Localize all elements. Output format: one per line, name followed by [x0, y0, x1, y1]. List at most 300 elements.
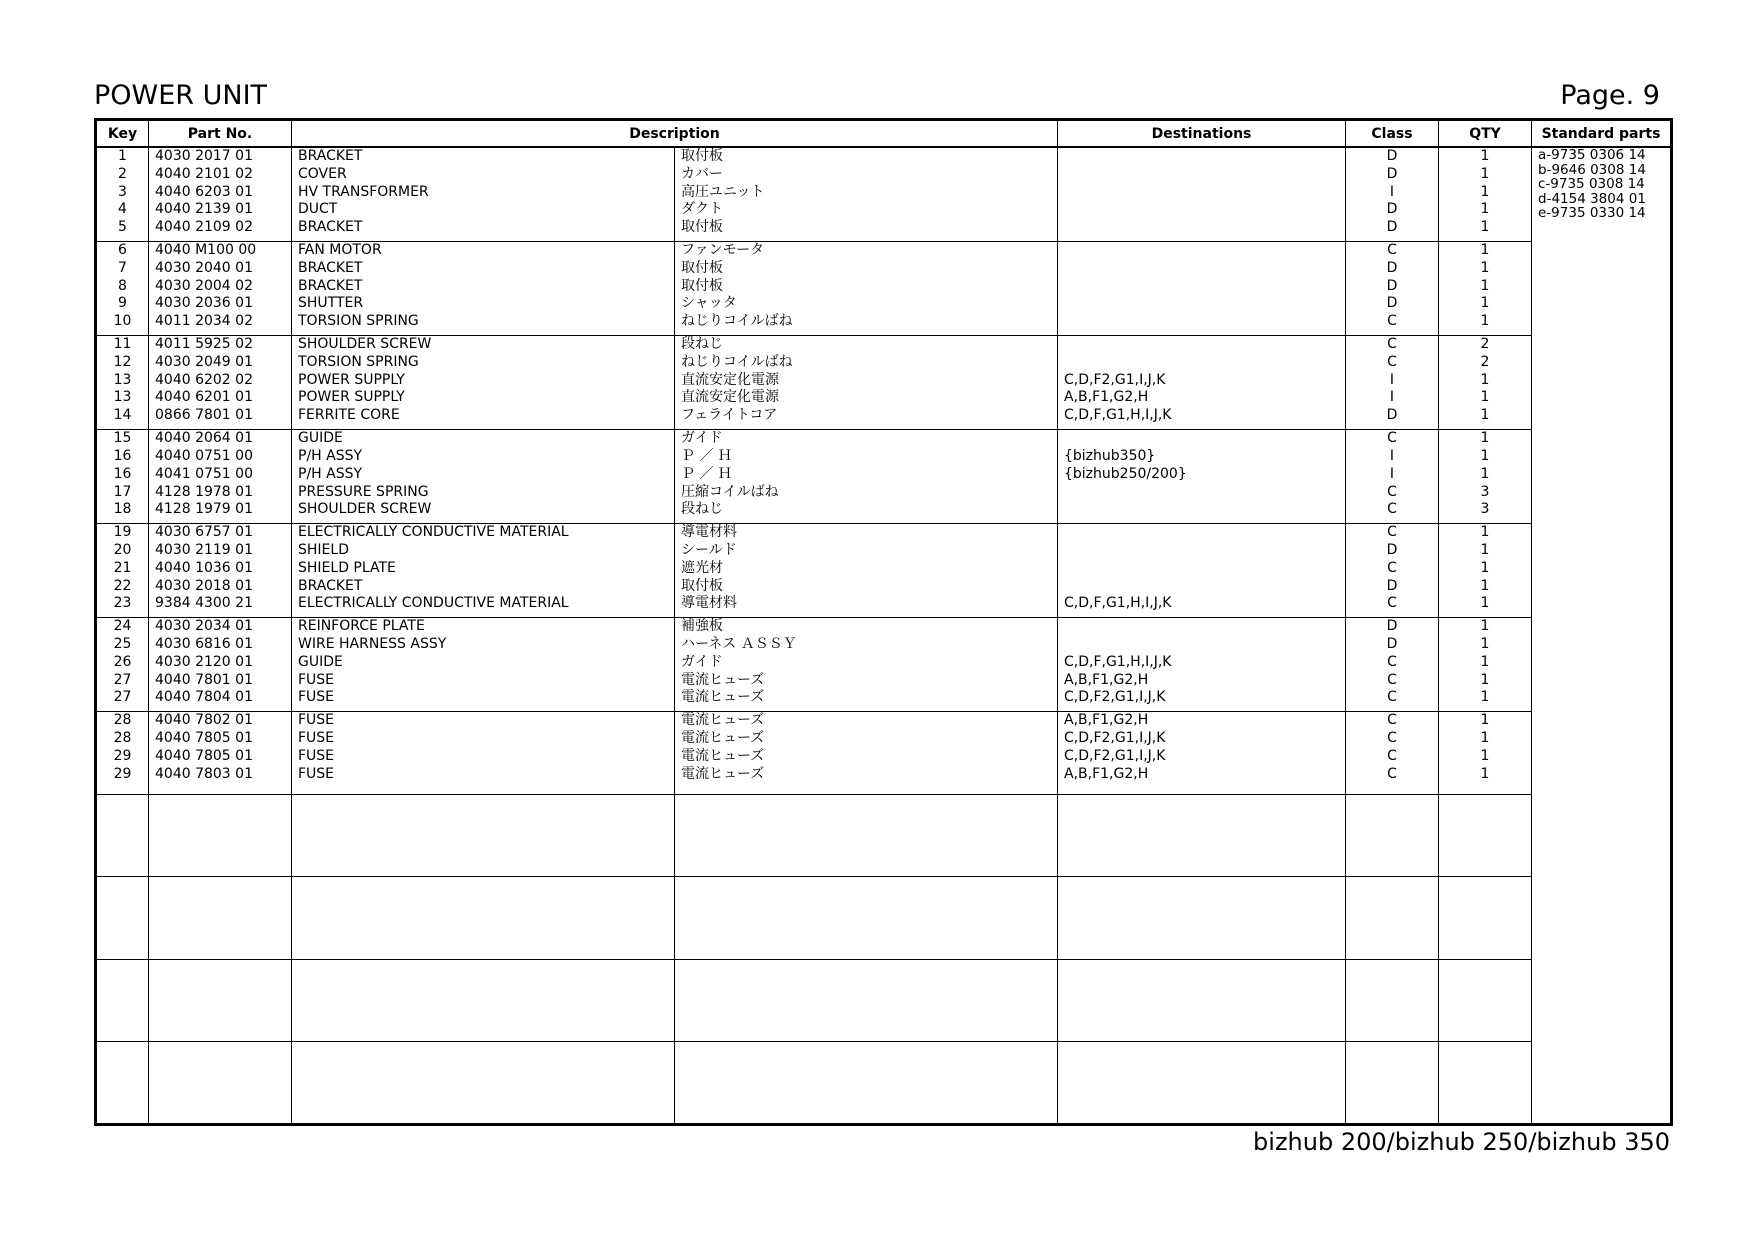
cell-class-value: D [1386, 577, 1398, 594]
cell-description-en-value: SHIELD [298, 541, 349, 558]
cell-description-jp-value: 直流安定化電源 [681, 371, 779, 388]
cell-part-no-value: 4030 6816 01 [155, 635, 253, 652]
cell-key-value: 28 [113, 712, 132, 729]
cell-qty-value: 2 [1480, 353, 1490, 370]
table-row-group [96, 336, 1672, 430]
cell-qty [1439, 430, 1532, 524]
cell-part-no-value: 4041 0751 00 [155, 465, 253, 482]
cell-key-value: 9 [118, 295, 127, 312]
cell-description-jp [675, 430, 1058, 524]
cell-class [1346, 794, 1439, 877]
cell-qty-value: 1 [1480, 277, 1490, 294]
cell-key-value: 5 [118, 219, 127, 236]
cell-qty-value: 1 [1480, 671, 1490, 688]
cell-qty-value: 1 [1480, 618, 1490, 635]
cell-class-value: D [1386, 148, 1398, 164]
cell-description-jp-value: 圧縮コイルばね [681, 483, 779, 500]
cell-class [1346, 959, 1439, 1042]
cell-class-value: C [1387, 430, 1397, 447]
cell-description-jp-value: Ｐ ／ Ｈ [681, 465, 732, 482]
cell-destinations-value [1058, 166, 1345, 184]
cell-destinations-value [1058, 430, 1345, 448]
cell-destinations-value [1058, 278, 1345, 296]
cell-description-en-value: TORSION SPRING [298, 353, 419, 370]
cell-destinations [1058, 524, 1346, 618]
cell-key-value: 2 [118, 165, 127, 182]
cell-class-value: I [1389, 183, 1395, 200]
cell-qty [1439, 794, 1532, 877]
cell-class-value: C [1387, 559, 1397, 576]
cell-description-jp-value: 電流ヒューズ [681, 689, 765, 706]
cell-qty-value: 1 [1480, 653, 1490, 670]
parts-table [94, 118, 1673, 1126]
cell-key-value: 10 [113, 313, 132, 330]
cell-part-no-value: 4030 6757 01 [155, 524, 253, 541]
cell-description-en-value: BRACKET [298, 577, 363, 594]
cell-qty [1439, 877, 1532, 960]
cell-key-value: 16 [113, 465, 132, 482]
cell-description-jp-value: 高圧ユニット [681, 183, 765, 200]
cell-class-value: I [1389, 447, 1395, 464]
cell-description-jp-value: ねじりコイルばね [681, 353, 793, 370]
model-footer: bizhub 200/bizhub 250/bizhub 350 [1253, 1128, 1670, 1156]
cell-class-value: C [1387, 689, 1397, 706]
cell-description-en-value: P/H ASSY [298, 447, 363, 464]
table-row-group [96, 430, 1672, 524]
cell-key [96, 147, 149, 242]
cell-class-value: C [1387, 712, 1397, 729]
cell-class-value: C [1387, 595, 1397, 612]
cell-description-jp [675, 877, 1058, 960]
cell-destinations-value: C,D,F,G1,H,I,J,K [1064, 653, 1172, 670]
cell-description-jp [675, 618, 1058, 712]
cell-part-no-value: 4040 7803 01 [155, 765, 253, 782]
cell-description-en-value: FUSE [298, 747, 335, 764]
cell-description-en-value: FUSE [298, 765, 335, 782]
standard-part-item: e-9735 0330 14 [1538, 205, 1646, 222]
table-row-group [96, 794, 1672, 877]
cell-description-en-value: REINFORCE PLATE [298, 618, 425, 635]
cell-description-en-value: COVER [298, 165, 347, 182]
cell-part-no-value: 0866 7801 01 [155, 407, 253, 424]
cell-description-jp [675, 524, 1058, 618]
cell-class [1346, 430, 1439, 524]
cell-key-value: 28 [113, 730, 132, 746]
cell-qty [1439, 147, 1532, 242]
cell-part-no [149, 618, 292, 712]
cell-part-no-value: 4040 7801 01 [155, 671, 253, 688]
cell-destinations-value: {bizhub350} [1064, 447, 1156, 464]
table-row-group [96, 1042, 1672, 1125]
cell-qty-value: 1 [1480, 389, 1490, 406]
cell-qty-value: 1 [1480, 407, 1490, 424]
cell-class-value: C [1387, 353, 1397, 370]
cell-destinations [1058, 877, 1346, 960]
cell-class [1346, 877, 1439, 960]
standard-part-item: b-9646 0308 14 [1538, 161, 1646, 178]
cell-class-value: D [1386, 201, 1398, 218]
cell-key-value: 4 [118, 201, 127, 218]
cell-key-value: 14 [113, 407, 132, 424]
cell-key [96, 959, 149, 1042]
cell-class-value: C [1387, 747, 1397, 764]
cell-part-no-value: 4128 1978 01 [155, 483, 253, 500]
cell-class-value: I [1389, 389, 1395, 406]
cell-part-no [149, 242, 292, 336]
cell-qty-value: 1 [1480, 259, 1490, 276]
cell-qty [1439, 618, 1532, 712]
cell-description-jp-value: 導電材料 [681, 524, 737, 541]
cell-class-value: D [1386, 259, 1398, 276]
cell-part-no-value: 4030 2004 02 [155, 277, 253, 294]
page-number: Page. 9 [1560, 80, 1660, 111]
cell-destinations-value [1058, 148, 1345, 166]
cell-part-no-value: 4011 2034 02 [155, 313, 253, 330]
cell-destinations-value [1058, 201, 1345, 219]
cell-qty [1439, 1042, 1532, 1125]
cell-description-jp-value: ダクト [681, 201, 723, 218]
cell-class-value: D [1386, 277, 1398, 294]
cell-key [96, 877, 149, 960]
cell-destinations [1058, 794, 1346, 877]
cell-part-no-value: 4040 6202 02 [155, 371, 253, 388]
cell-description-jp [675, 147, 1058, 242]
cell-key-value: 26 [113, 653, 132, 670]
cell-qty-value: 1 [1480, 559, 1490, 576]
cell-qty-value: 1 [1480, 201, 1490, 218]
cell-description-jp-value: 直流安定化電源 [681, 389, 779, 406]
cell-part-no-value: 4030 2036 01 [155, 295, 253, 312]
cell-key-value: 15 [113, 430, 132, 447]
cell-description-jp-value: 遮光材 [681, 559, 723, 576]
cell-destinations-value [1058, 501, 1345, 519]
cell-qty-value: 3 [1480, 501, 1490, 518]
cell-description-jp-value: シャッタ [681, 295, 737, 312]
cell-description-en-value: ELECTRICALLY CONDUCTIVE MATERIAL [298, 595, 569, 612]
cell-description-en [292, 524, 675, 618]
table-row-group [96, 147, 1672, 242]
cell-class-value: C [1387, 242, 1397, 259]
cell-description-en [292, 147, 675, 242]
cell-key-value: 27 [113, 689, 132, 706]
cell-description-jp-value: ハーネス ＡＳＳＹ [681, 635, 797, 652]
cell-description-en-value: WIRE HARNESS ASSY [298, 635, 447, 652]
cell-destinations-value [1058, 336, 1345, 354]
cell-part-no [149, 336, 292, 430]
cell-qty [1439, 242, 1532, 336]
cell-part-no [149, 959, 292, 1042]
cell-part-no [149, 877, 292, 960]
cell-description-en-value: ELECTRICALLY CONDUCTIVE MATERIAL [298, 524, 569, 541]
cell-part-no [149, 712, 292, 795]
cell-description-en-value: HV TRANSFORMER [298, 183, 429, 200]
cell-destinations-value [1058, 242, 1345, 260]
cell-class-value: C [1387, 313, 1397, 330]
standard-part-item: a-9735 0306 14 [1538, 147, 1646, 163]
cell-class [1346, 524, 1439, 618]
cell-description-jp-value: ガイド [681, 430, 723, 447]
cell-destinations-value [1058, 219, 1345, 237]
cell-description-en-value: GUIDE [298, 430, 343, 447]
cell-class [1346, 618, 1439, 712]
cell-part-no-value: 4040 7805 01 [155, 730, 253, 746]
cell-description-jp-value: 取付板 [681, 277, 723, 294]
cell-description-en-value: TORSION SPRING [298, 313, 419, 330]
cell-class-value: D [1386, 219, 1398, 236]
cell-description-en-value: BRACKET [298, 259, 363, 276]
cell-destinations-value: C,D,F2,G1,I,J,K [1064, 371, 1166, 388]
column-header-key: Key [96, 120, 149, 148]
cell-class-value: C [1387, 765, 1397, 782]
cell-description-en-value: SHOULDER SCREW [298, 501, 432, 518]
cell-description-en [292, 618, 675, 712]
cell-class-value: I [1389, 371, 1395, 388]
cell-description-en [292, 712, 675, 795]
cell-key [96, 712, 149, 795]
cell-description-en-value: POWER SUPPLY [298, 389, 405, 406]
cell-key-value: 27 [113, 671, 132, 688]
cell-description-jp [675, 794, 1058, 877]
cell-description-en-value: FAN MOTOR [298, 242, 382, 259]
cell-description-en [292, 242, 675, 336]
cell-key-value: 24 [113, 618, 132, 635]
cell-description-jp-value: 取付板 [681, 577, 723, 594]
cell-qty-value: 1 [1480, 524, 1490, 541]
cell-description-jp-value: 取付板 [681, 148, 723, 164]
cell-description-en-value: BRACKET [298, 219, 363, 236]
table-row-group [96, 242, 1672, 336]
cell-key-value: 22 [113, 577, 132, 594]
cell-part-no-value: 4011 5925 02 [155, 336, 253, 353]
cell-description-en [292, 959, 675, 1042]
cell-description-jp-value: ガイド [681, 653, 723, 670]
cell-key [96, 524, 149, 618]
cell-part-no-value: 4128 1979 01 [155, 501, 253, 518]
cell-destinations-value [1058, 484, 1345, 502]
cell-part-no-value: 9384 4300 21 [155, 595, 253, 612]
cell-description-en-value: BRACKET [298, 277, 363, 294]
cell-qty-value: 1 [1480, 465, 1490, 482]
cell-class-value: C [1387, 730, 1397, 746]
cell-qty-value: 1 [1480, 712, 1490, 729]
cell-destinations-value: A,B,F1,G2,H [1064, 765, 1149, 782]
cell-part-no-value: 4040 6201 01 [155, 389, 253, 406]
cell-description-jp-value: シールド [681, 541, 737, 558]
cell-qty [1439, 712, 1532, 795]
cell-key-value: 1 [118, 148, 127, 164]
cell-qty-value: 1 [1480, 595, 1490, 612]
table-row-group [96, 618, 1672, 712]
cell-qty [1439, 336, 1532, 430]
cell-class-value: I [1389, 465, 1395, 482]
cell-class-value: C [1387, 483, 1397, 500]
table-row-group [96, 712, 1672, 795]
cell-destinations-value [1058, 542, 1345, 560]
cell-part-no [149, 430, 292, 524]
column-header-standard-parts: Standard parts [1532, 120, 1672, 148]
column-header-qty: QTY [1439, 120, 1532, 148]
cell-part-no-value: 4040 2064 01 [155, 430, 253, 447]
cell-key-value: 25 [113, 635, 132, 652]
cell-key [96, 336, 149, 430]
cell-destinations-value [1058, 578, 1345, 596]
cell-qty-value: 1 [1480, 730, 1490, 746]
cell-destinations-value [1058, 313, 1345, 331]
cell-qty-value: 1 [1480, 635, 1490, 652]
cell-description-en-value: SHIELD PLATE [298, 559, 396, 576]
cell-qty-value: 1 [1480, 183, 1490, 200]
cell-qty-value: 1 [1480, 747, 1490, 764]
cell-part-no-value: 4040 0751 00 [155, 447, 253, 464]
cell-part-no-value: 4030 2018 01 [155, 577, 253, 594]
cell-destinations [1058, 430, 1346, 524]
cell-description-en [292, 336, 675, 430]
cell-key-value: 20 [113, 541, 132, 558]
cell-qty-value: 1 [1480, 541, 1490, 558]
cell-key-value: 13 [113, 389, 132, 406]
cell-description-jp [675, 242, 1058, 336]
cell-destinations-value: A,B,F1,G2,H [1064, 671, 1149, 688]
cell-description-jp-value: ねじりコイルばね [681, 313, 793, 330]
cell-class [1346, 147, 1439, 242]
cell-destinations-value [1058, 524, 1345, 542]
cell-description-en-value: FUSE [298, 712, 335, 729]
cell-qty-value: 1 [1480, 765, 1490, 782]
cell-description-en-value: POWER SUPPLY [298, 371, 405, 388]
cell-destinations [1058, 147, 1346, 242]
cell-class-value: C [1387, 671, 1397, 688]
cell-part-no-value: 4030 2119 01 [155, 541, 253, 558]
cell-destinations-value: C,D,F2,G1,I,J,K [1064, 689, 1166, 706]
cell-description-jp [675, 1042, 1058, 1125]
cell-qty [1439, 959, 1532, 1042]
cell-destinations-value: C,D,F2,G1,I,J,K [1064, 747, 1166, 764]
cell-destinations [1058, 618, 1346, 712]
cell-description-jp-value: 電流ヒューズ [681, 765, 765, 782]
cell-description-jp-value: カバー [681, 165, 723, 182]
cell-destinations-value: C,D,F2,G1,I,J,K [1064, 730, 1166, 746]
cell-key-value: 3 [118, 183, 127, 200]
cell-qty-value: 3 [1480, 483, 1490, 500]
cell-class-value: D [1386, 407, 1398, 424]
page-title: POWER UNIT [94, 80, 268, 111]
cell-destinations-value: A,B,F1,G2,H [1064, 712, 1149, 729]
cell-part-no-value: 4040 7802 01 [155, 712, 253, 729]
cell-description-en-value: SHUTTER [298, 295, 364, 312]
cell-class-value: C [1387, 524, 1397, 541]
cell-part-no [149, 524, 292, 618]
cell-qty-value: 1 [1480, 242, 1490, 259]
cell-qty-value: 1 [1480, 313, 1490, 330]
cell-description-jp-value: Ｐ ／ Ｈ [681, 447, 732, 464]
cell-key-value: 13 [113, 371, 132, 388]
cell-key-value: 19 [113, 524, 132, 541]
cell-description-en-value: DUCT [298, 201, 338, 218]
cell-key-value: 7 [118, 259, 127, 276]
cell-description-jp-value: 取付板 [681, 259, 723, 276]
cell-part-no-value: 4040 1036 01 [155, 559, 253, 576]
cell-description-en [292, 877, 675, 960]
cell-qty-value: 1 [1480, 219, 1490, 236]
cell-description-jp-value: 導電材料 [681, 595, 737, 612]
cell-description-en-value: FUSE [298, 730, 335, 746]
column-header-part-no: Part No. [149, 120, 292, 148]
cell-destinations-value [1058, 184, 1345, 202]
cell-qty-value: 1 [1480, 165, 1490, 182]
cell-destinations-value [1058, 560, 1345, 578]
cell-destinations-value: C,D,F,G1,H,I,J,K [1064, 595, 1172, 612]
cell-key-value: 8 [118, 277, 127, 294]
cell-part-no-value: 4030 2049 01 [155, 353, 253, 370]
cell-destinations [1058, 959, 1346, 1042]
cell-key-value: 12 [113, 353, 132, 370]
cell-key-value: 29 [113, 747, 132, 764]
cell-key-value: 29 [113, 765, 132, 782]
standard-part-item: d-4154 3804 01 [1538, 190, 1646, 207]
column-header-class: Class [1346, 120, 1439, 148]
cell-part-no-value: 4040 M100 00 [155, 242, 257, 259]
cell-key [96, 794, 149, 877]
cell-description-jp-value: 電流ヒューズ [681, 747, 765, 764]
cell-class [1346, 336, 1439, 430]
cell-destinations-value: C,D,F,G1,H,I,J,K [1064, 407, 1172, 424]
cell-destinations [1058, 1042, 1346, 1125]
cell-description-en-value: FUSE [298, 671, 335, 688]
cell-description-jp-value: 電流ヒューズ [681, 671, 765, 688]
standard-part-item: c-9735 0308 14 [1538, 176, 1645, 193]
cell-part-no [149, 794, 292, 877]
cell-part-no-value: 4030 2120 01 [155, 653, 253, 670]
cell-qty-value: 1 [1480, 447, 1490, 464]
cell-description-jp [675, 336, 1058, 430]
cell-qty-value: 1 [1480, 689, 1490, 706]
cell-description-en-value: PRESSURE SPRING [298, 483, 429, 500]
cell-description-en-value: FERRITE CORE [298, 407, 400, 424]
cell-key-value: 11 [113, 336, 132, 353]
cell-description-en-value: GUIDE [298, 653, 343, 670]
cell-destinations-value [1058, 354, 1345, 372]
cell-destinations-value [1058, 636, 1345, 654]
cell-class-value: D [1386, 635, 1398, 652]
cell-destinations-value [1058, 618, 1345, 636]
cell-key-value: 21 [113, 559, 132, 576]
cell-key-value: 17 [113, 483, 132, 500]
cell-qty-value: 1 [1480, 295, 1490, 312]
cell-destinations [1058, 712, 1346, 795]
cell-part-no-value: 4040 7805 01 [155, 747, 253, 764]
cell-qty-value: 1 [1480, 371, 1490, 388]
cell-description-jp-value: 補強板 [681, 618, 723, 635]
cell-key [96, 618, 149, 712]
table-row-group [96, 877, 1672, 960]
cell-class [1346, 712, 1439, 795]
cell-description-en [292, 430, 675, 524]
cell-description-jp-value: 電流ヒューズ [681, 712, 765, 729]
cell-key-value: 18 [113, 501, 132, 518]
cell-destinations-value [1058, 260, 1345, 278]
cell-class-value: D [1386, 541, 1398, 558]
cell-part-no-value: 4040 7804 01 [155, 689, 253, 706]
column-header-description: Description [292, 120, 1058, 148]
cell-key-value: 23 [113, 595, 132, 612]
cell-description-jp-value: 電流ヒューズ [681, 730, 765, 746]
table-row-group [96, 524, 1672, 618]
cell-key [96, 242, 149, 336]
cell-part-no-value: 4040 2101 02 [155, 165, 253, 182]
cell-class-value: C [1387, 336, 1397, 353]
cell-part-no-value: 4030 2034 01 [155, 618, 253, 635]
cell-part-no-value: 4030 2040 01 [155, 259, 253, 276]
